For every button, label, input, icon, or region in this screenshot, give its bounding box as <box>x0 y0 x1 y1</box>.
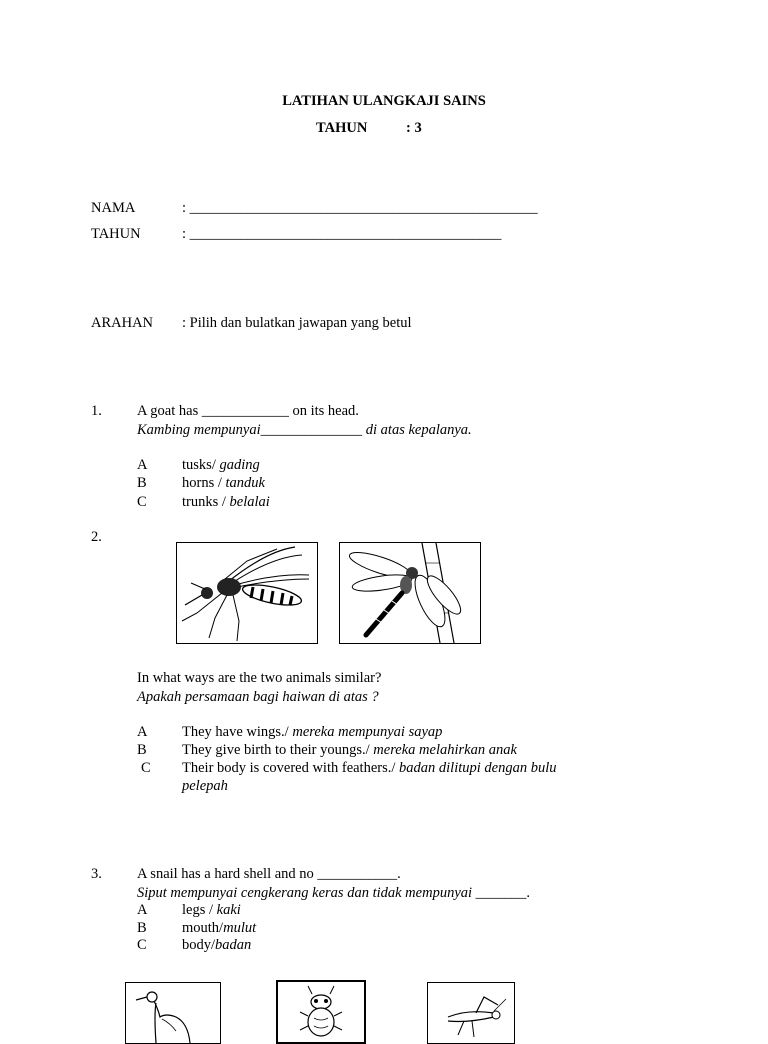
page-title: LATIHAN ULANGKAJI SAINS <box>282 93 486 109</box>
q3-option-a-letter[interactable]: A <box>137 902 148 918</box>
question-1-text: A goat has ____________ on its head. <box>137 403 359 419</box>
grasshopper-image <box>427 982 515 1044</box>
question-2-text: In what ways are the two animals similar? <box>137 670 382 686</box>
mosquito-image <box>176 542 318 644</box>
q3-option-b-letter[interactable]: B <box>137 920 147 936</box>
q2-option-c-letter[interactable]: C <box>141 760 151 776</box>
instruction-label: ARAHAN <box>91 315 154 331</box>
year-heading-value: : 3 <box>406 120 422 136</box>
name-field[interactable]: : ________________________________________________ <box>182 200 538 216</box>
q2-option-b-letter[interactable]: B <box>137 742 147 758</box>
q2-option-a-letter[interactable]: A <box>137 724 148 740</box>
q3-option-a[interactable]: legs / kaki <box>182 902 241 918</box>
instruction-text: : Pilih dan bulatkan jawapan yang betul <box>182 315 412 331</box>
question-3-text: A snail has a hard shell and no ___________. <box>137 866 401 882</box>
q2-option-a[interactable]: They have wings./ mereka mempunyai sayap <box>182 724 443 740</box>
q1-option-c[interactable]: trunks / belalai <box>182 494 270 510</box>
question-2-number: 2. <box>91 529 102 545</box>
bird-image <box>125 982 221 1044</box>
question-1-text-malay: Kambing mempunyai______________ di atas kepalanya. <box>137 422 472 438</box>
q2-option-b[interactable]: They give birth to their youngs./ mereka melahirkan anak <box>182 742 517 758</box>
name-label: NAMA <box>91 200 136 216</box>
q1-option-a[interactable]: tusks/ gading <box>182 457 260 473</box>
q1-option-a-letter[interactable]: A <box>137 457 148 473</box>
year-heading-label: TAHUN <box>316 120 368 136</box>
question-3-number: 3. <box>91 866 102 882</box>
question-1-number: 1. <box>91 403 102 419</box>
question-2-text-malay: Apakah persamaan bagi haiwan di atas ? <box>137 689 379 705</box>
q3-option-c-letter[interactable]: C <box>137 937 147 953</box>
year-field[interactable]: : ___________________________________________ <box>182 226 502 242</box>
q3-option-b[interactable]: mouth/mulut <box>182 920 257 936</box>
q1-option-c-letter[interactable]: C <box>137 494 147 510</box>
insect-image <box>276 980 366 1044</box>
q1-option-b-letter[interactable]: B <box>137 475 147 491</box>
q3-option-c[interactable]: body/badan <box>182 937 252 953</box>
dragonfly-image <box>339 542 481 644</box>
question-3-text-malay: Siput mempunyai cengkerang keras dan tidak mempunyai _______. <box>137 885 531 901</box>
q2-option-c-continuation: pelepah <box>182 778 228 794</box>
q2-option-c[interactable]: Their body is covered with feathers./ badan dilitupi dengan bulu <box>182 760 557 776</box>
q1-option-b[interactable]: horns / tanduk <box>182 475 265 491</box>
year-label: TAHUN <box>91 226 141 242</box>
